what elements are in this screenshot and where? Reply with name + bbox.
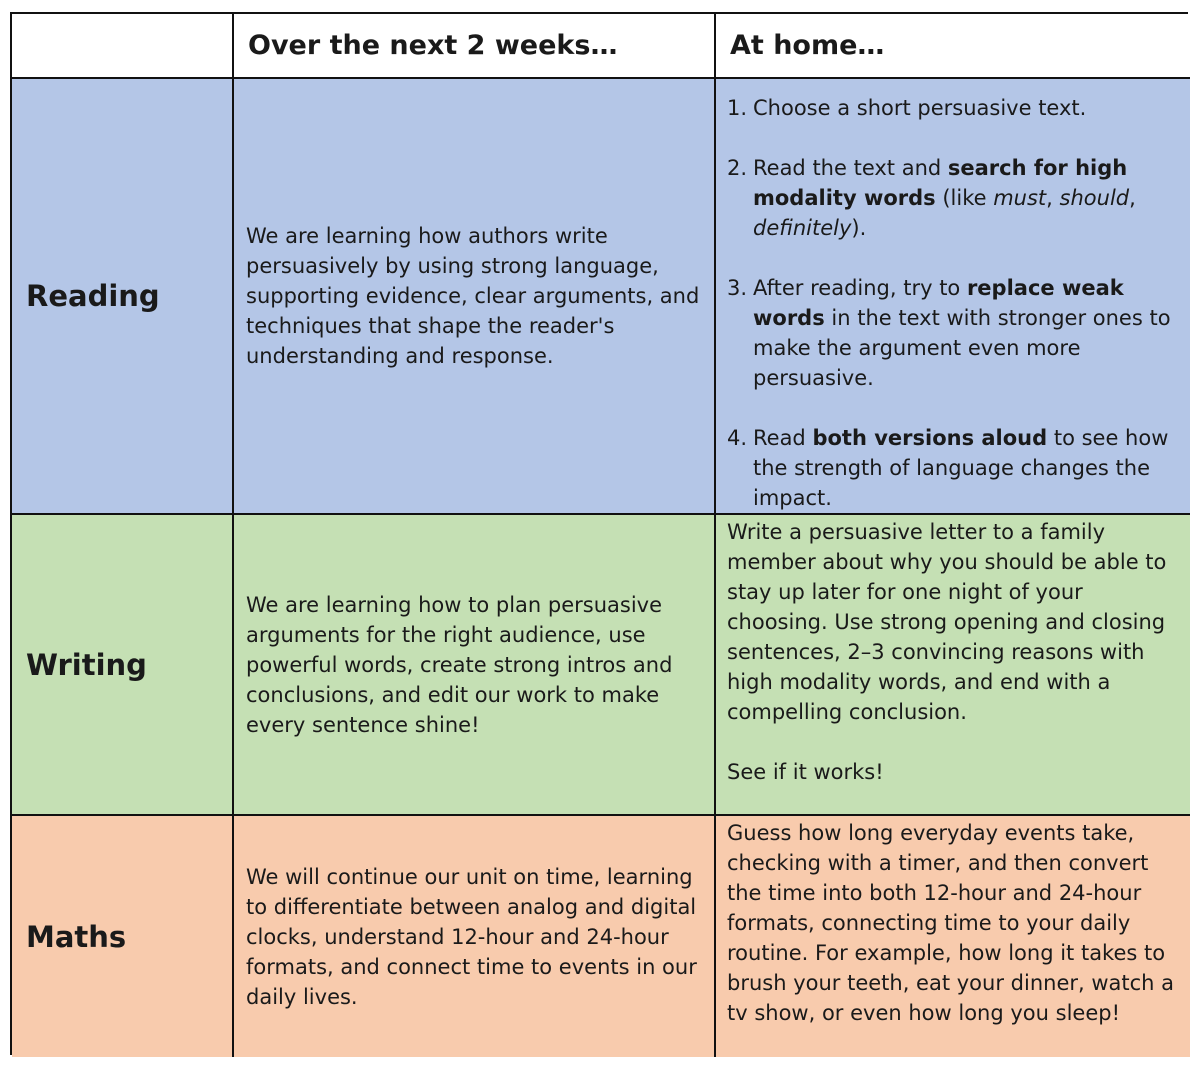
maths-home-text: Guess how long everyday events take, checking with a timer, and then convert the time into both 12-hour and 24-hour formats, connecting time to your daily routine. For example, how long it takes to brush your teeth, eat your dinner, watch a tv show, or even how long you sleep! (727, 821, 1175, 1025)
list-item (727, 423, 1182, 513)
paragraph-gap (727, 727, 1182, 757)
maths-description: We will continue our unit on time, learning to differentiate between analog and digital clocks, understand 12-hour and 24-hour formats, and connect time to events in our daily lives. (246, 864, 697, 1009)
reading-home-cell (716, 79, 1190, 515)
step-text (753, 153, 1182, 243)
step-text-plain: , (1129, 186, 1136, 210)
writing-home-closing: See if it works! (727, 760, 884, 784)
step-text-bold: both versions aloud (812, 426, 1048, 450)
reading-subject-label: Reading (26, 279, 160, 313)
step-text-plain: to see how the strength of language changes the impact. (753, 426, 1169, 510)
homework-table (10, 12, 1188, 1055)
step-text-plain: Read the text and (753, 156, 948, 180)
step-text-bold: search for high modality words (753, 156, 1128, 210)
step-text-bold: replace weak words (753, 276, 1124, 330)
step-text-plain: in the text with stronger ones to make the argument even more persuasive. (753, 306, 1171, 390)
step-text-plain: ). (851, 216, 867, 240)
step-text-italic: definitely (753, 216, 852, 240)
writing-subject-label: Writing (26, 647, 147, 682)
header-at-home (716, 14, 1190, 79)
step-text (753, 423, 1182, 513)
step-number: 1. (727, 96, 748, 120)
step-number: 4. (727, 426, 748, 450)
maths-subject-label: Maths (26, 919, 127, 954)
writing-description-cell (234, 515, 716, 816)
writing-description: We are learning how to plan persuasive arguments for the right audience, use powerful words, create strong intros and conclusions, and edit our work to make every sentence shine! (246, 592, 673, 737)
step-text: Choose a short persuasive text. (753, 96, 1087, 120)
writing-home-text: Write a persuasive letter to a family member about why you should be able to stay up later for one night of your choosing. Use strong opening and closing sentences, 2–3 convincing reasons with high modality words, and end with a compelling conclusion. (727, 520, 1167, 724)
list-item (727, 93, 1182, 123)
header-at-home-label: At home… (730, 30, 885, 61)
maths-description-cell (234, 816, 716, 1057)
writing-subject-cell (12, 515, 234, 816)
step-text-plain: After reading, try to (753, 276, 967, 300)
step-text-plain: , (1046, 186, 1060, 210)
list-item (727, 153, 1182, 243)
step-text-plain: (like (935, 186, 994, 210)
step-text-plain: Read (753, 426, 813, 450)
reading-steps-list (727, 93, 1182, 513)
maths-home-cell (716, 816, 1190, 1057)
step-text-italic: must (993, 186, 1047, 210)
reading-subject-cell (12, 79, 234, 515)
step-number: 2. (727, 156, 748, 180)
header-next-two-weeks-label: Over the next 2 weeks… (248, 30, 618, 61)
reading-description: We are learning how authors write persuasively by using strong language, supporting evidence, clear arguments, and techniques that shape the reader's understanding and response. (246, 224, 700, 368)
header-corner-cell (12, 14, 234, 79)
list-item (727, 273, 1182, 393)
maths-subject-cell (12, 816, 234, 1057)
step-text-italic: should (1059, 186, 1130, 210)
reading-description-cell (234, 79, 716, 515)
writing-home-cell (716, 515, 1190, 816)
step-text (753, 273, 1182, 393)
step-number: 3. (727, 276, 748, 300)
header-next-two-weeks (234, 14, 716, 79)
